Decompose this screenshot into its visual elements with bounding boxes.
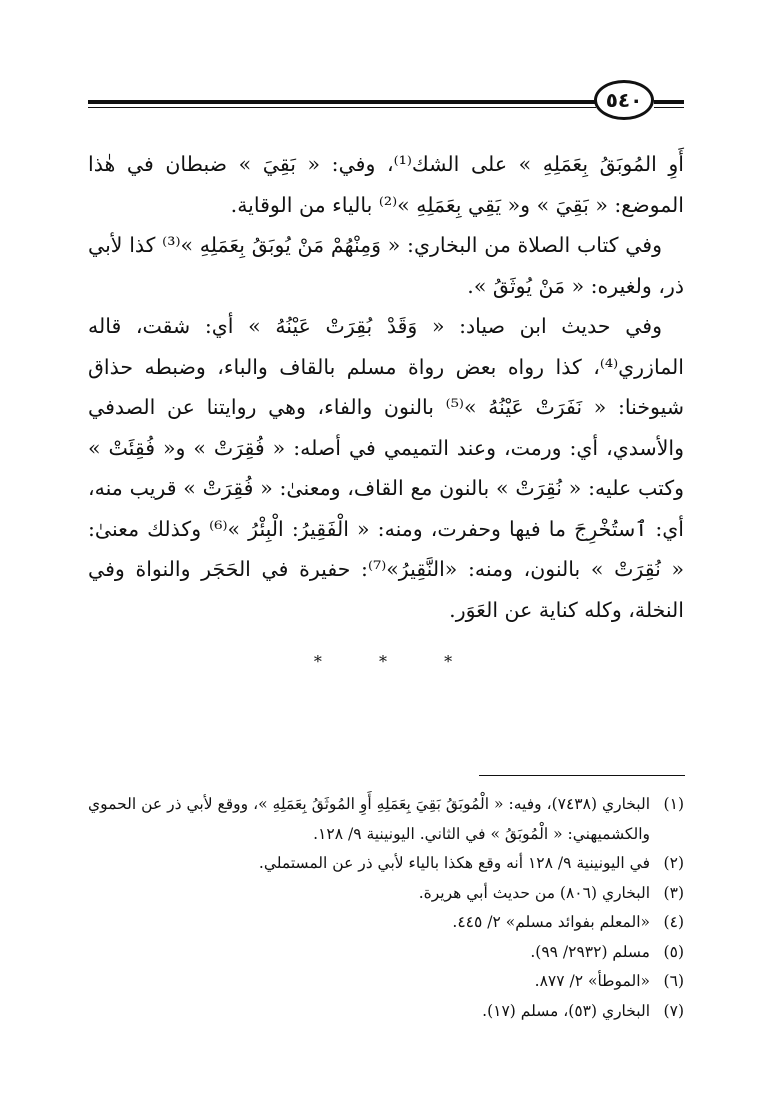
page-header <box>88 78 684 126</box>
footnote-number: (٣) <box>663 883 684 902</box>
footnote-3 <box>88 879 684 909</box>
footnote-text: في اليونينية ٩/ ١٢٨ أنه وقع هكذا بالياء لأبي ذر عن المستملي. <box>258 854 650 872</box>
footnote-text: «الموطأ» ٢/ ٨٧٧. <box>534 972 650 990</box>
footnote-text: البخاري (٥٣)، مسلم (١٧). <box>482 1001 650 1020</box>
page-number: ٥٤٠ <box>605 88 643 112</box>
page-number-badge <box>594 80 654 120</box>
footnote-4 <box>88 908 684 938</box>
footnote-number: (٥) <box>663 942 684 961</box>
footnote-text: «المعلم بفوائد مسلم» ٢/ ٤٤٥. <box>452 913 650 931</box>
footnote-number: (٢) <box>663 854 684 872</box>
footnote-number: (٦) <box>663 972 684 990</box>
footnote-7 <box>88 997 684 1027</box>
footnote-number: (٧) <box>663 1001 684 1020</box>
paragraph-1: أَوِ المُوبَقُ بِعَمَلِهِ » على الشك⁽¹⁾، وفي: « بَقِيَ » ضبطان في هٰذا الموضع: « بَقِيَ » و« يَقِي بِعَمَلِهِ »⁽²⁾ بالياء من الوقاية. <box>88 152 684 217</box>
header-rule-right <box>654 100 684 104</box>
header-rule-thin <box>88 107 596 108</box>
footnote-number: (٤) <box>663 913 684 931</box>
footnote-separator <box>479 775 685 776</box>
footnote-5 <box>88 938 684 968</box>
footnote-text: البخاري (٨٠٦) من حديث أبي هريرة. <box>418 883 650 902</box>
footnote-text: مسلم (٢٩٣٢/ ٩٩). <box>530 942 650 961</box>
footnotes <box>88 790 684 1026</box>
header-rule-right-thin <box>654 107 684 108</box>
footnote-number: (١) <box>663 795 684 813</box>
footnote-6 <box>88 967 684 997</box>
paragraph-3: وفي حديث ابن صياد: « وَقَدْ بُقِرَتْ عَيْنُهُ » أي: شقت، قاله المازري⁽⁴⁾، كذا رواه بعض رواة مسلم بالقاف والباء، وضبطه حذاق شيوخنا: « نَفَرَتْ عَيْنُهُ »⁽⁵⁾ بالنون والفاء، وهي روايتنا عن الصدفي والأسدي، أي: ورمت، وعند التميمي في أصله: « فُقِرَتْ » و« فُقِئَتْ » وكتب عليه: « نُقِرَتْ » بالنون مع القاف، ومعنىٰ: « فُقِرَتْ » قريب منه، أي: ٱستُخْرِجَ ما فيها وحفرت، ومنه: « الْفَقِيرُ: الْبِئْرُ »⁽⁶⁾ وكذلك معنىٰ: « نُقِرَتْ » بالنون، ومنه: «النَّقِيرُ»⁽⁷⁾: حفيرة في الحَجَر والنواة وفي النخلة، وكله كناية عن العَوَر. <box>88 314 685 622</box>
footnote-text: البخاري (٧٤٣٨)، وفيه: « الْمُوبَقُ بَقِيَ بِعَمَلِهِ أَوِ المُوثَقُ بِعَمَلِهِ »، ووقع لأبي ذر عن الحموي والكشميهني: « الْمُوبَقُ » في الثاني. اليونينية ٩/ ١٢٨. <box>88 795 650 843</box>
paragraph-2: وفي كتاب الصلاة من البخاري: « وَمِنْهُمْ مَنْ يُوبَقُ بِعَمَلِهِ »⁽³⁾ كذا لأبي ذر، ولغيره: « مَنْ يُوثَقُ ». <box>88 233 684 298</box>
header-rule-thick <box>88 100 596 104</box>
main-text <box>88 144 684 630</box>
section-divider: * * * <box>313 652 479 671</box>
footnote-1 <box>88 790 684 849</box>
footnote-2 <box>88 849 684 879</box>
